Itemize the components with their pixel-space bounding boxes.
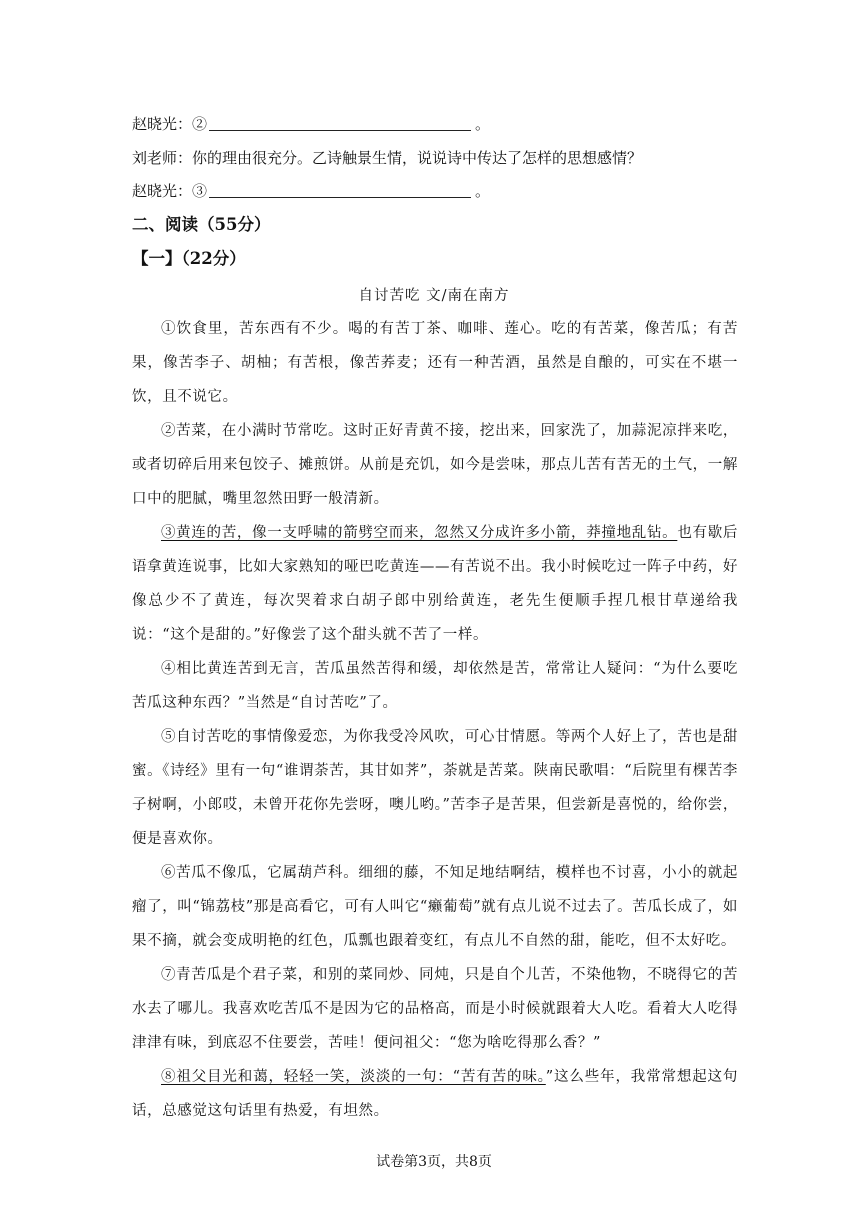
paragraph-7: ⑦青苦瓜是个君子菜，和别的菜同炒、同炖，只是自个儿苦，不染他物，不晓得它的苦水去了哪儿。我喜欢吃苦瓜不是因为它的品格高，而是小时候就跟着大人吃。看着大人吃得津津有味，到底忍不住要尝，苦哇！便问祖父：“您为啥吃得那么香？” bbox=[132, 967, 738, 1051]
answer-blank[interactable] bbox=[209, 183, 471, 198]
line-end-punct: 。 bbox=[475, 115, 491, 133]
speaker-label: 赵晓光： bbox=[132, 182, 193, 200]
underlined-sentence: ③黄连的苦，像一支呼啸的箭劈空而来，忽然又分成许多小箭，莽撞地乱钻。 bbox=[161, 525, 678, 541]
paragraph-8 bbox=[132, 1060, 738, 1128]
paragraph-1: ①饮食里，苦东西有不少。喝的有苦丁茶、咖啡、莲心。吃的有苦菜，像苦瓜；有苦果，像苦李子、胡柚；有苦根，像苦荞麦；还有一种苦酒，虽然是自酿的，可实在不堪一饮，且不说它。 bbox=[132, 321, 738, 405]
sub-heading: 【一】（22分） bbox=[132, 249, 246, 268]
answer-line-2 bbox=[132, 114, 490, 134]
paragraph-6: ⑥苦瓜不像瓜，它属葫芦科。细细的藤，不知足地结啊结，模样也不讨喜，小小的就起瘤了，叫“锦荔枝”那是高看它，可有人叫它“癞葡萄”就有点儿说不过去了。苦瓜长成了，如果不摘，就会变成明艳的红色，瓜瓢也跟着变红，有点儿不自然的甜，能吃，但不太好吃。 bbox=[132, 865, 738, 949]
paragraph-4: ④相比黄连苦到无言，苦瓜虽然苦得和缓，却依然是苦，常常让人疑问：“为什么要吃苦瓜这种东西？”当然是“自讨苦吃”了。 bbox=[132, 661, 738, 711]
paragraph-text: 也有歇后语拿黄连说事，比如大家熟知的哑巴吃黄连——有苦说不出。我小时候吃过一阵子中药，好像总少不了黄连，每次哭着求白胡子郎中别给黄连，老先生便顺手捏几根甘草递给我说：“这个是甜的。”好像尝了这个甜头就不苦了一样。 bbox=[132, 525, 738, 643]
teacher-question: 刘老师：你的理由很充分。乙诗触景生情，说说诗中传达了怎样的思想感情？ bbox=[132, 149, 643, 167]
paragraph-5: ⑤自讨苦吃的事情像爱恋，为你我受冷风吹，可心甘情愿。等两个人好上了，苦也是甜蜜。《诗经》里有一句“谁谓荼苦，其甘如荠”，荼就是苦菜。陕南民歌唱：“后院里有棵苦李子树啊，小郎哎，未曾开花你先尝呀，噢儿哟。”苦李子是苦果，但尝新是喜悦的，给你尝，便是喜欢你。 bbox=[132, 729, 738, 847]
answer-blank[interactable] bbox=[209, 116, 471, 131]
line-end-punct: 。 bbox=[475, 182, 491, 200]
section-heading: 二、阅读（55分） bbox=[132, 215, 271, 234]
underlined-sentence: ⑧祖父目光和蔼，轻轻一笑，淡淡的一句：“苦有苦的味。 bbox=[161, 1069, 546, 1085]
blank-number: ② bbox=[192, 115, 208, 133]
article-title: 自讨苦吃 文/南在南方 bbox=[358, 288, 510, 304]
paragraph-text: ”这么些年，我常常想起这句话，总感觉这句话里有热爱，有坦然。 bbox=[132, 1069, 738, 1119]
blank-number: ③ bbox=[192, 182, 208, 200]
page-footer: 试卷第3页，共8页 bbox=[376, 1154, 492, 1170]
paragraph-3 bbox=[132, 516, 738, 652]
speaker-label: 赵晓光： bbox=[132, 115, 193, 133]
answer-line-3 bbox=[132, 181, 490, 201]
paragraph-2: ②苦菜，在小满时节常吃。这时正好青黄不接，挖出来，回家洗了，加蒜泥凉拌来吃，或者切碎后用来包饺子、摊煎饼。从前是充饥，如今是尝味，那点儿苦有苦无的土气，一解口中的肥腻，嘴里忽然田野一般清新。 bbox=[132, 423, 738, 507]
